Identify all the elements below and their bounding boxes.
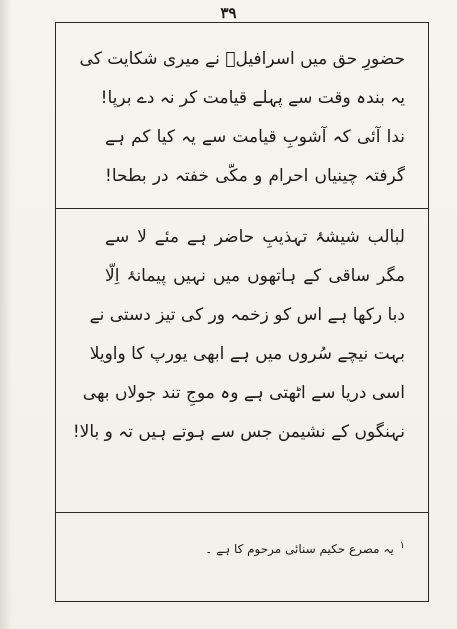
stanza-2-line-4: بہت نیچے سُروں میں ہے ابھی یورپ کا واویلا [89,344,405,364]
stanza-2-line-6: نہنگوں کے نشیمن جس سے ہوتے ہیں تہ و بالا! [72,422,405,442]
page-gutter-shadow [0,0,12,629]
stanza-2-line-2: مگر ساقی کے ہاتھوں میں نہیں پیمانۂ اِلّا [105,266,405,286]
stanza-1-line-3: ندا آئی کہ آشوبِ قیامت سے یہ کیا کم ہے [105,127,405,147]
footnote-marker: ۱ [399,540,405,551]
page-number: ۳۹ [220,4,237,22]
footnote-text: یہ مصرع حکیم سنائی مرحوم کا ہے ۔ [205,542,394,556]
stanza-1-line-2: یہ بندہ وقت سے پہلے قیامت کر نہ دے برپا! [100,88,405,108]
stanza-2-line-3: دبا رکھا ہے اس کو زخمہ ور کی تیز دستی نے [89,305,405,325]
stanza-divider-rule [55,208,429,209]
stanza-1-line-1: حضورِ حق میں اسرافیلؑ نے میری شکایت کی [79,49,405,69]
footnote [105,540,405,556]
stanza-2-line-1: لبالب شیشۂ تہذیبِ حاضر ہے مئے لا سے [105,227,405,247]
footnote-divider-rule [55,512,429,513]
stanza-1-line-4: گرفتہ چینیاں احرام و مکّی خفتہ در بطحا! [105,166,405,186]
stanza-2-line-5: اسی دریا سے اٹھتی ہے وہ موجِ تند جولاں بھی [82,383,405,403]
